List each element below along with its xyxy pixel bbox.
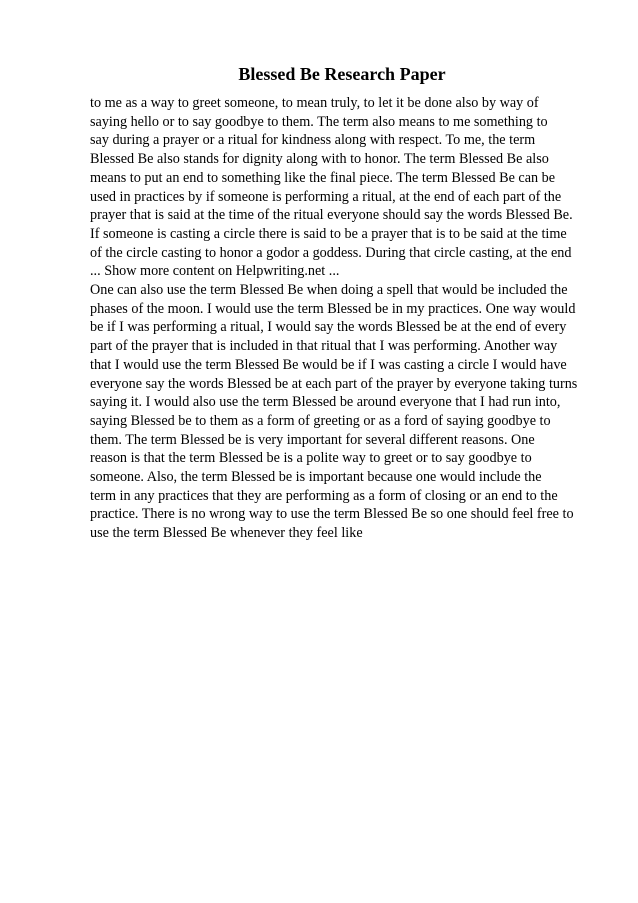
show-more-line[interactable]: ... Show more content on Helpwriting.net ... <box>90 263 340 280</box>
text-line: saying it. I would also use the term Blessed be around everyone that I had run into, <box>90 394 561 411</box>
text-line: prayer that is said at the time of the ritual everyone should say the words Blessed Be. <box>90 207 573 224</box>
text-line: practice. There is no wrong way to use the term Blessed Be so one should feel free to <box>90 506 574 523</box>
text-line: them. The term Blessed be is very important for several different reasons. One <box>90 431 535 448</box>
text-line: reason is that the term Blessed be is a polite way to greet or to say goodbye to <box>90 450 532 467</box>
text-line: of the circle casting to honor a godor a goddess. During that circle casting, at the end <box>90 244 572 261</box>
text-line: means to put an end to something like the final piece. The term Blessed Be can be <box>90 169 556 186</box>
text-line: use the term Blessed Be whenever they feel like <box>90 525 363 542</box>
document-title: Blessed Be Research Paper <box>238 64 446 84</box>
text-line: Blessed Be also stands for dignity along with to honor. The term Blessed Be also <box>90 151 549 168</box>
text-line: part of the prayer that is included in that ritual that I was performing. Another way <box>90 338 558 355</box>
text-line: be if I was performing a ritual, I would say the words Blessed be at the end of every <box>90 319 567 336</box>
text-line: phases of the moon. I would use the term Blessed be in my practices. One way would <box>90 300 576 317</box>
text-line: term in any practices that they are performing as a form of closing or an end to the <box>90 487 558 504</box>
text-line: used in practices by if someone is performing a ritual, at the end of each part of the <box>90 188 562 205</box>
text-line: saying Blessed be to them as a form of greeting or as a ford of saying goodbye to <box>90 412 551 429</box>
text-line: to me as a way to greet someone, to mean truly, to let it be done also by way of <box>90 95 539 111</box>
text-line: One can also use the term Blessed Be when doing a spell that would be included the <box>90 282 568 299</box>
text-line: someone. Also, the term Blessed be is important because one would include the <box>90 469 542 486</box>
text-line: that I would use the term Blessed Be would be if I was casting a circle I would have <box>90 356 567 373</box>
text-line: saying hello or to say goodbye to them. The term also means to me something to <box>90 113 548 130</box>
document-body <box>90 94 605 543</box>
text-line: everyone say the words Blessed be at each part of the prayer by everyone taking turns <box>90 375 578 392</box>
text-line: say during a prayer or a ritual for kindness along with respect. To me, the term <box>90 132 536 149</box>
text-line: If someone is casting a circle there is said to be a prayer that is to be said at the time <box>90 225 567 242</box>
